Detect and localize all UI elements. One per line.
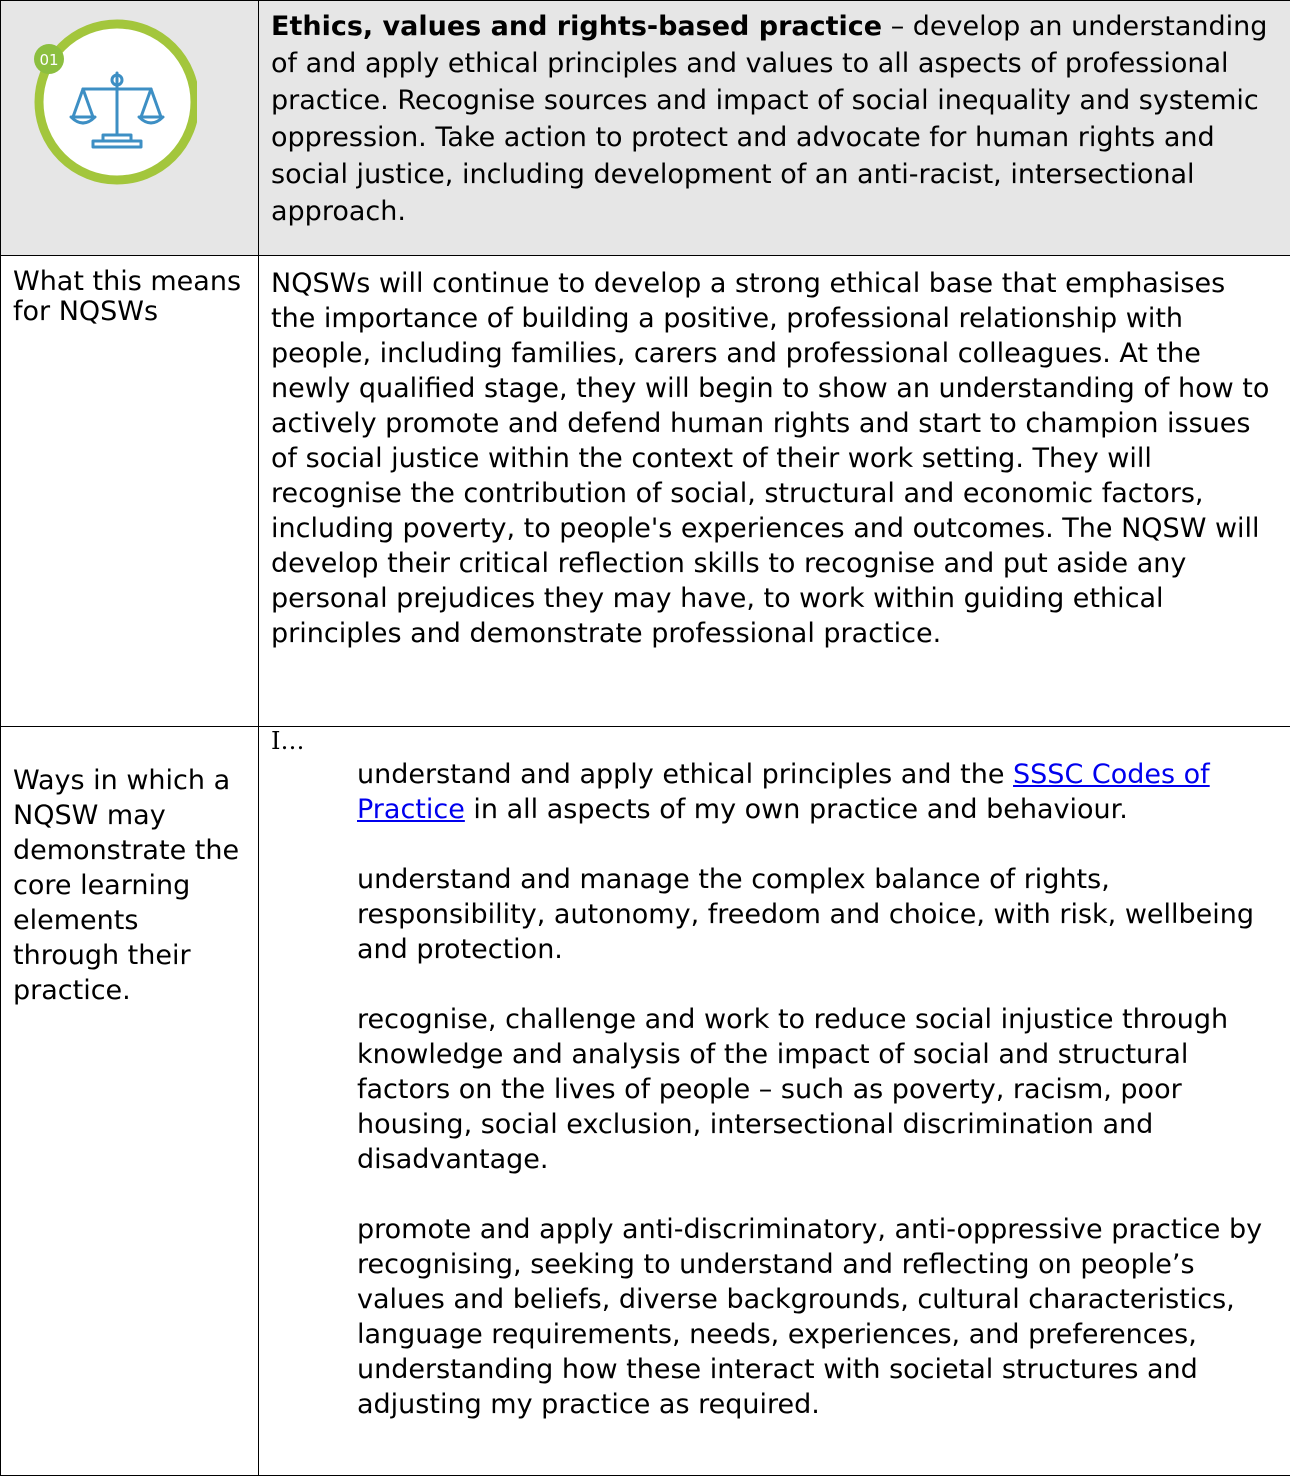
statement-item: recognise, challenge and work to reduce social injustice through knowledge and analysis of the impact of social and structural factors on the lives of people – such as poverty, racism, poor housing, social exclusion, intersectional discrimination and disadvantage.: [357, 1004, 1229, 1175]
competency-description: – develop an understanding of and apply ethical principles and values to all aspects of professional practice. Recognise sources and impact of social inequality and systemic oppression. Take action to protect and advocate for human rights and social justice, including development of an anti-racist, intersectional approach.: [271, 11, 1268, 227]
header-row: [1, 1, 1290, 256]
ways-label-cell: [1, 727, 259, 1476]
ways-row: [1, 727, 1290, 1476]
statement-item: promote and apply anti-discriminatory, anti-oppressive practice by recognising, seeking to understand and reflecting on people’s values and beliefs, diverse backgrounds, cultural characteristics, language requirements, needs, experiences, and preferences, understanding how these interact with societal structures and adjusting my practice as required.: [357, 1214, 1263, 1420]
meaning-label: What this means for NQSWs: [13, 266, 242, 327]
icon-cell: [1, 1, 259, 256]
statement-item: understand and manage the complex balance of rights, responsibility, autonomy, freedom and choice, with risk, wellbeing and protection.: [357, 864, 1255, 965]
meaning-label-cell: [1, 256, 259, 727]
meaning-text: NQSWs will continue to develop a strong ethical base that emphasises the importance of building a positive, professional relationship with people, including families, carers and professional colleagues. At the newly qualified stage, they will begin to show an understanding of how to actively promote and defend human rights and start to champion issues of social justice within the context of their work setting. They will recognise the contribution of social, structural and economic factors, including poverty, to people's experiences and outcomes. The NQSW will develop their critical reflection skills to recognise and put aside any personal prejudices they may have, to work within guiding ethical principles and demonstrate professional practice.: [271, 268, 1270, 649]
statement-text: understand and apply ethical principles and the: [357, 759, 1014, 790]
lead-in-text: I…: [271, 727, 305, 755]
meaning-row: [1, 256, 1290, 727]
competency-emblem: [27, 17, 197, 187]
competency-title: Ethics, values and rights-based practice: [271, 11, 883, 42]
ways-label: Ways in which a NQSW may demonstrate the core learning elements through their practice.: [13, 765, 240, 1006]
statement-list: [259, 757, 1290, 1422]
statement-text: in all aspects of my own practice and behaviour.: [464, 794, 1128, 825]
ways-statements-cell: [259, 727, 1290, 1476]
competency-heading: [259, 1, 1290, 230]
scales-of-justice-icon: [27, 17, 197, 187]
statement-item: [357, 757, 1266, 827]
sssc-codes-of-practice-link[interactable]: SSSC Codes of Practice: [357, 759, 1210, 825]
competency-heading-cell: [259, 1, 1290, 256]
meaning-text-cell: [259, 256, 1290, 727]
badge-number: 01: [39, 51, 59, 69]
